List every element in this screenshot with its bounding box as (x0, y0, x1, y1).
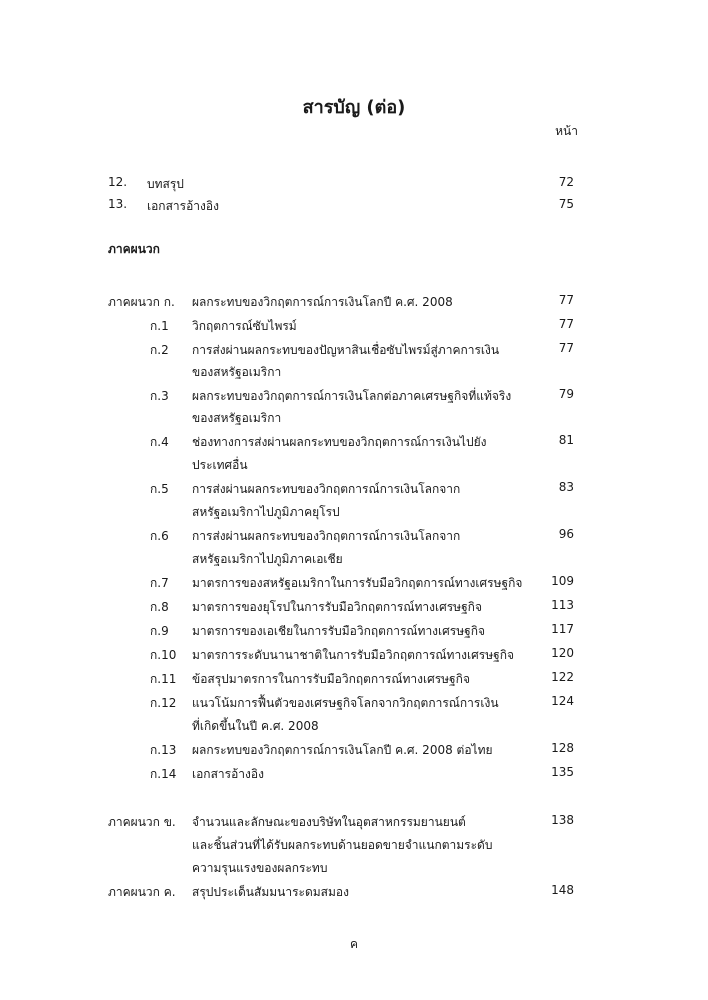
toc-item-text: การส่งผ่านผลกระทบของวิกฤตการณ์การเงินโลกจาก (192, 529, 461, 543)
toc-item-text-cont: ของสหรัฐอเมริกา (192, 365, 282, 379)
toc-item-text-cont: สหรัฐอเมริกาไปภูมิภาคเอเชีย (192, 552, 343, 566)
toc-item-text: มาตรการของเอเชียในการรับมือวิกฤตการณ์ทางเศรษฐกิจ (192, 624, 486, 638)
toc-item-text: มาตรการของยุโรปในการรับมือวิกฤตการณ์ทางเศรษฐกิจ (192, 600, 482, 614)
appendix-c-label: ภาคผนวก ค. (108, 885, 176, 899)
toc-item-page: 96 (558, 527, 574, 541)
toc-item-code: ก.6 (150, 529, 169, 543)
toc-item-code: ก.13 (150, 743, 177, 757)
toc-item-text: แนวโน้มการฟื้นตัวของเศรษฐกิจโลกจากวิกฤตการณ์การเงิน (192, 696, 499, 710)
toc-item-text: มาตรการระดับนานาชาติในการรับมือวิกฤตการณ์ทางเศรษฐกิจ (192, 648, 515, 662)
page-column-header: หน้า (555, 124, 578, 138)
appendix-b-title-cont: และชิ้นส่วนที่ได้รับผลกระทบด้านยอดขายจำแนกตามระดับ (192, 838, 493, 852)
toc-item-text-cont: สหรัฐอเมริกาไปภูมิภาคยุโรป (192, 505, 340, 519)
appendix-c-page: 148 (551, 883, 574, 897)
toc-item-page: 109 (551, 574, 574, 588)
toc-item-page: 117 (551, 622, 574, 636)
toc-item-page: 113 (551, 598, 574, 612)
chapter-title: เอกสารอ้างอิง (147, 199, 219, 213)
toc-item-page: 135 (551, 765, 574, 779)
toc-item-text: ผลกระทบของวิกฤตการณ์การเงินโลกต่อภาคเศรษฐกิจที่แท้จริง (192, 389, 512, 403)
appendix-a-title: ผลกระทบของวิกฤตการณ์การเงินโลกปี ค.ศ. 2008 (192, 295, 453, 309)
appendix-b-label: ภาคผนวก ข. (108, 815, 176, 829)
toc-item-text: วิกฤตการณ์ซับไพรม์ (192, 319, 297, 333)
toc-item-text-cont: ประเทศอื่น (192, 458, 248, 472)
appendix-b-page: 138 (551, 813, 574, 827)
toc-item-text: ผลกระทบของวิกฤตการณ์การเงินโลกปี ค.ศ. 2008 ต่อไทย (192, 743, 493, 757)
section-heading: ภาคผนวก (108, 242, 160, 256)
appendix-b-title-cont: ความรุนแรงของผลกระทบ (192, 861, 328, 875)
footer-page-number: ค (349, 937, 359, 951)
toc-item-code: ก.10 (150, 648, 177, 662)
toc-item-page: 77 (558, 341, 574, 355)
appendix-b-title: จำนวนและลักษณะของบริษัทในอุตสาหกรรมยานยนต์ (192, 815, 466, 829)
page-title: สารบัญ (ต่อ) (302, 97, 406, 118)
toc-item-page: 124 (551, 694, 574, 708)
toc-item-text: การส่งผ่านผลกระทบของปัญหาสินเชื่อซับไพรม์สู่ภาคการเงิน (192, 343, 500, 357)
toc-item-text: การส่งผ่านผลกระทบของวิกฤตการณ์การเงินโลกจาก (192, 482, 461, 496)
toc-item-text: มาตรการของสหรัฐอเมริกาในการรับมือวิกฤตการณ์ทางเศรษฐกิจ (192, 576, 523, 590)
toc-item-page: 122 (551, 670, 574, 684)
toc-item-page: 79 (558, 387, 574, 401)
toc-item-text: ช่องทางการส่งผ่านผลกระทบของวิกฤตการณ์การเงินไปยัง (192, 435, 487, 449)
toc-item-page: 81 (558, 433, 574, 447)
chapter-number: 13. (108, 197, 128, 211)
chapter-title: บทสรุป (147, 177, 184, 191)
toc-item-page: 120 (551, 646, 574, 660)
toc-item-text-cont: ที่เกิดขึ้นในปี ค.ศ. 2008 (192, 719, 319, 733)
toc-item-code: ก.5 (150, 482, 169, 496)
toc-item-page: 83 (558, 480, 574, 494)
toc-item-code: ก.14 (150, 767, 177, 781)
toc-item-code: ก.8 (150, 600, 169, 614)
chapter-page: 75 (558, 197, 574, 211)
toc-item-code: ก.9 (150, 624, 169, 638)
toc-item-code: ก.1 (150, 319, 169, 333)
toc-item-page: 77 (558, 317, 574, 331)
toc-item-text: เอกสารอ้างอิง (192, 767, 264, 781)
toc-item-page: 128 (551, 741, 574, 755)
toc-item-text-cont: ของสหรัฐอเมริกา (192, 411, 282, 425)
toc-item-code: ก.7 (150, 576, 169, 590)
toc-item-code: ก.4 (150, 435, 169, 449)
appendix-a-page: 77 (558, 293, 574, 307)
toc-item-code: ก.3 (150, 389, 169, 403)
toc-item-code: ก.2 (150, 343, 169, 357)
toc-item-code: ก.11 (150, 672, 177, 686)
toc-item-text: ข้อสรุปมาตรการในการรับมือวิกฤตการณ์ทางเศรษฐกิจ (192, 672, 470, 686)
toc-item-code: ก.12 (150, 696, 177, 710)
appendix-c-title: สรุปประเด็นสัมมนาระดมสมอง (192, 885, 349, 899)
chapter-number: 12. (108, 175, 128, 189)
appendix-a-label: ภาคผนวก ก. (108, 295, 175, 309)
chapter-page: 72 (558, 175, 574, 189)
